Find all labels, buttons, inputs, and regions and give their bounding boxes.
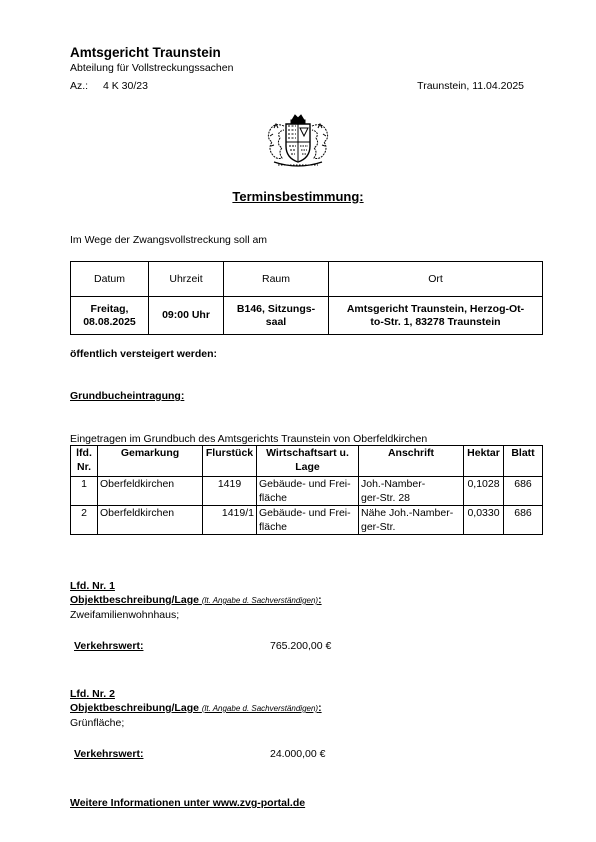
object-description: Zweifamilienwohnhaus; xyxy=(70,609,180,621)
cell-blatt: 686 xyxy=(504,506,543,535)
cell-hektar: 0,1028 xyxy=(464,477,504,506)
object-colon: : xyxy=(318,594,322,606)
appointment-table xyxy=(70,261,543,335)
auction-room xyxy=(224,297,329,335)
coat-of-arms-icon xyxy=(262,112,334,172)
anschrift-line-1: Nähe Joh.-Namber- xyxy=(361,507,454,519)
object-description-label xyxy=(70,594,322,606)
intro-text: Im Wege der Zwangsvollstreckung soll am xyxy=(70,234,268,246)
wirt-line-2: fläche xyxy=(259,492,288,504)
col-header-place: Ort xyxy=(329,262,543,297)
land-register-table xyxy=(70,445,543,535)
market-value: 765.200,00 € xyxy=(270,640,332,652)
cell-anschrift xyxy=(359,477,464,506)
market-value-label: Verkehrswert: xyxy=(74,640,144,652)
file-number-label: Az.: xyxy=(70,80,89,92)
date-weekday: Freitag, xyxy=(90,302,129,315)
auction-place xyxy=(329,297,543,335)
table-row xyxy=(71,506,543,535)
cell-blatt: 686 xyxy=(504,477,543,506)
wirt-line-1: Gebäude- und Frei- xyxy=(259,507,351,519)
place-date: Traunstein, 11.04.2025 xyxy=(417,80,524,92)
footer-info-link[interactable]: Weitere Informationen unter www.zvg-portal.de xyxy=(70,797,306,809)
cell-nr: 2 xyxy=(71,506,98,535)
header-lfd xyxy=(71,446,98,477)
anschrift-line-1: Joh.-Namber- xyxy=(361,478,426,490)
cell-gemarkung: Oberfeldkirchen xyxy=(98,477,203,506)
wirt-line-1: Gebäude- und Frei- xyxy=(259,478,351,490)
room-line-2: saal xyxy=(265,315,287,328)
appointment-header-row xyxy=(71,262,543,297)
object-description-label xyxy=(70,702,322,714)
court-name: Amtsgericht Traunstein xyxy=(70,45,221,60)
cell-hektar: 0,0330 xyxy=(464,506,504,535)
header-gemarkung: Gemarkung xyxy=(98,446,203,477)
item-number: Lfd. Nr. 1 xyxy=(70,580,115,592)
land-register-intro: Eingetragen im Grundbuch des Amtsgerichts Traunstein von Oberfeldkirchen xyxy=(70,433,428,445)
col-header-time: Uhrzeit xyxy=(149,262,224,297)
auction-date xyxy=(71,297,149,335)
object-colon: : xyxy=(318,702,322,714)
cell-nr: 1 xyxy=(71,477,98,506)
object-label-text: Objektbeschreibung/Lage xyxy=(70,702,199,714)
department: Abteilung für Vollstreckungssachen xyxy=(70,62,234,74)
header-blatt: Blatt xyxy=(504,446,543,477)
market-value: 24.000,00 € xyxy=(270,748,326,760)
table-row xyxy=(71,477,543,506)
cell-wirtschaftsart xyxy=(257,477,359,506)
cell-flurstueck: 1419/1 xyxy=(203,506,257,535)
col-header-room: Raum xyxy=(224,262,329,297)
header-lfd-1: lfd. xyxy=(76,447,92,459)
cell-gemarkung: Oberfeldkirchen xyxy=(98,506,203,535)
appointment-row xyxy=(71,297,543,335)
land-register-title: Grundbucheintragung: xyxy=(70,390,185,402)
date-value: 08.08.2025 xyxy=(83,315,136,328)
col-header-date: Datum xyxy=(71,262,149,297)
object-note: (lt. Angabe d. Sachverständigen) xyxy=(201,704,319,713)
header-hektar: Hektar xyxy=(464,446,504,477)
object-note: (lt. Angabe d. Sachverständigen) xyxy=(201,596,319,605)
anschrift-line-2: ger-Str. 28 xyxy=(361,492,411,504)
auction-time: 09:00 Uhr xyxy=(149,297,224,335)
file-number: 4 K 30/23 xyxy=(103,80,148,92)
page-title: Terminsbestimmung: xyxy=(232,189,364,204)
anschrift-line-2: ger-Str. xyxy=(361,521,396,533)
header-wirt-2: Lage xyxy=(295,461,320,473)
auction-statement: öffentlich versteigert werden: xyxy=(70,348,218,360)
header-flurstueck: Flurstück xyxy=(203,446,257,477)
wirt-line-2: fläche xyxy=(259,521,288,533)
room-line-1: B146, Sitzungs- xyxy=(236,302,316,315)
object-label-text: Objektbeschreibung/Lage xyxy=(70,594,199,606)
cell-flurstueck: 1419 xyxy=(203,477,257,506)
header-anschrift: Anschrift xyxy=(359,446,464,477)
header-lfd-2: Nr. xyxy=(76,461,91,473)
cell-wirtschaftsart xyxy=(257,506,359,535)
place-line-2: to-Str. 1, 83278 Traunstein xyxy=(370,315,501,328)
place-line-1: Amtsgericht Traunstein, Herzog-Ot- xyxy=(346,302,525,315)
cell-anschrift xyxy=(359,506,464,535)
market-value-label: Verkehrswert: xyxy=(74,748,144,760)
land-table-header xyxy=(71,446,543,477)
object-description: Grünfläche; xyxy=(70,717,125,729)
header-wirtschaftsart xyxy=(257,446,359,477)
header-wirt-1: Wirtschaftsart u. xyxy=(266,447,349,459)
item-number: Lfd. Nr. 2 xyxy=(70,688,115,700)
